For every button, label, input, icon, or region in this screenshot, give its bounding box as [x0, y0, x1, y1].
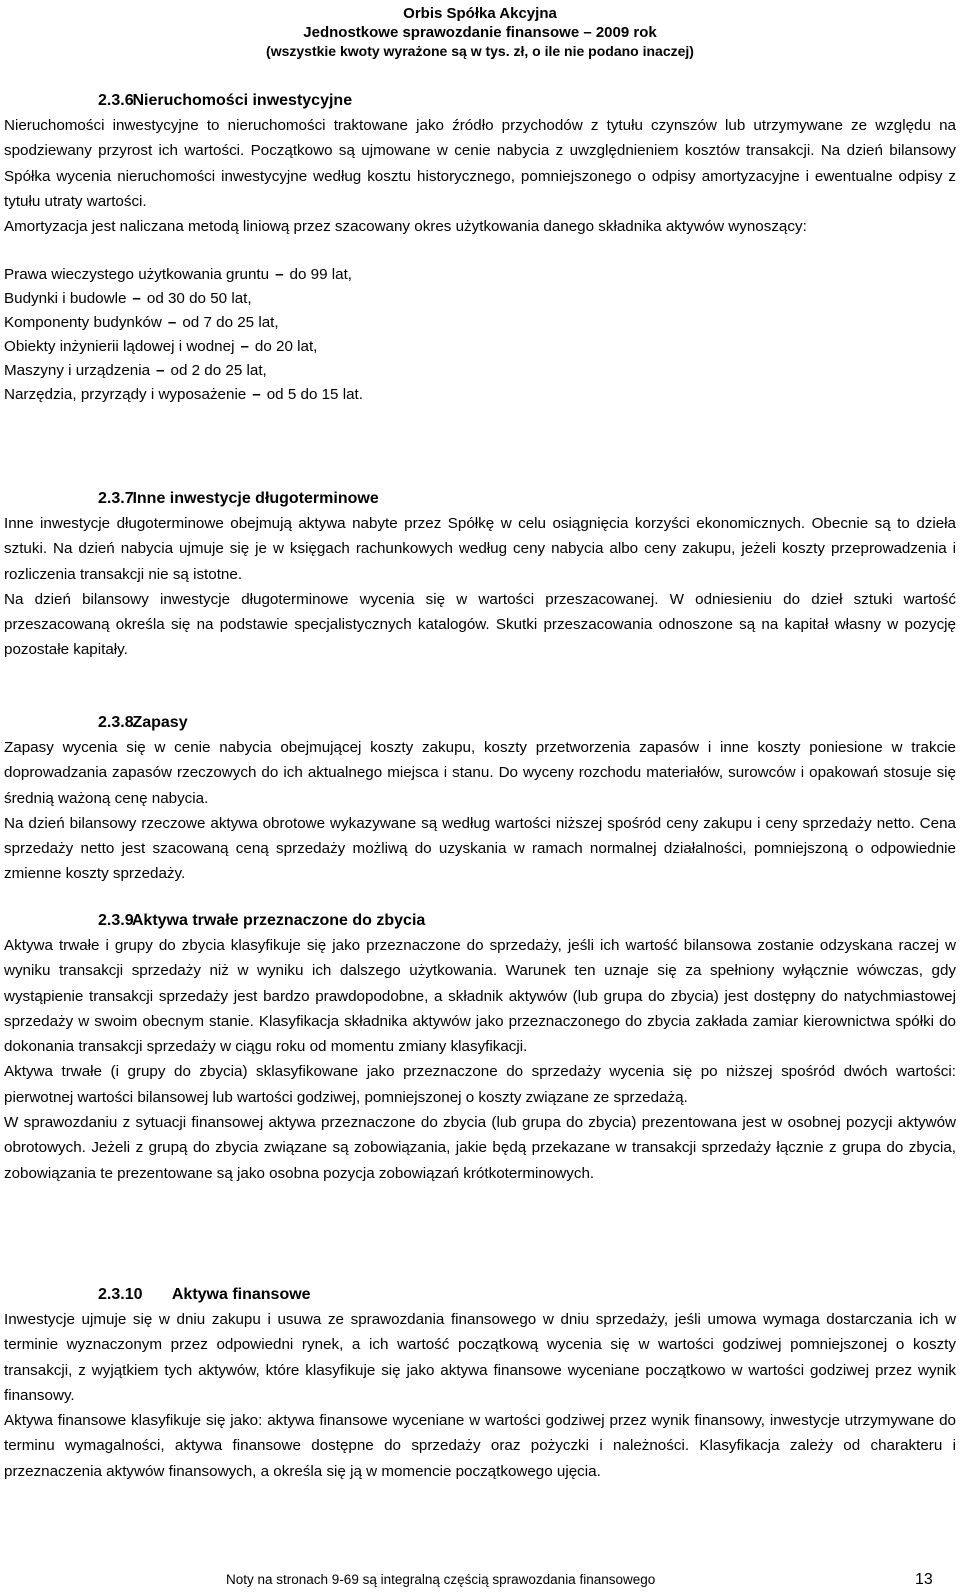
section-number: 2.3.9: [98, 912, 134, 929]
paragraph: Inne inwestycje długoterminowe obejmują aktywa nabyte przez Spółkę w celu osiągnięcia korzyści ekonomicznych. Obecnie są to dzieła sztuki. Na dzień nabycia ujmuje się je w księgach rachunkowych według ceny nabycia albo ceny zakupu, jeżeli koszty przeprowadzenia i rozliczenia transakcji nie są istotne.: [4, 515, 956, 583]
section-heading: [0, 1282, 960, 1307]
depreciation-list: [0, 263, 960, 407]
section-2-3-6: [0, 88, 960, 407]
section-title: Aktywa trwałe przeznaczone do zbycia: [131, 912, 426, 929]
section-title: Inne inwestycje długoterminowe: [132, 490, 379, 507]
page-number: 13: [915, 1571, 933, 1588]
currency-note: (wszystkie kwoty wyrażone są w tys. zł, o ile nie podano inaczej): [266, 43, 694, 59]
paragraph: Inwestycje ujmuje się w dniu zakupu i usuwa ze sprawozdania finansowego w dniu sprzedaży, jeśli umowa wymaga dostarczania ich w terminie wyznaczonym przez odpowiedni rynek, a ich wartość początkową wycenia się w wartości godziwej pomniejszonej o koszty transakcji, z wyjątkiem tych aktywów, które klasyfikuje się jako aktywa finansowe wyceniane początkowo w wartości godziwej przez wynik finansowy.: [4, 1311, 956, 1404]
footer-note: Noty na stronach 9-69 są integralną częścią sprawozdania finansowego: [226, 1572, 656, 1587]
section-heading: [0, 486, 960, 511]
paragraph: Nieruchomości inwestycyjne to nieruchomości traktowane jako źródło przychodów z tytułu czynszów lub utrzymywane ze względu na spodziewany przyrost ich wartości. Początkowo są ujmowane w cenie nabycia z uwzględnieniem kosztów transakcji. Na dzień bilansowy Spółka wycenia nieruchomości inwestycyjne według kosztu historycznego, pomniejszonego o odpisy amortyzacyjne i ewentualne odpisy z tytułu utraty wartości.: [4, 117, 956, 210]
section-number: 2.3.7: [98, 490, 134, 507]
section-2-3-10: [0, 1282, 960, 1484]
report-title: Jednostkowe sprawozdanie finansowe – 2009 rok: [303, 24, 657, 41]
section-2-3-9: [0, 908, 960, 1186]
paragraph: Zapasy wycenia się w cenie nabycia obejmującej koszty zakupu, koszty przetworzenia zapasów i inne koszty poniesione w trakcie doprowadzania zapasów rzeczowych do ich aktualnego miejsca i stanu. Do wyceny rozchodu materiałów, surowców i opakowań stosuje się średnią ważoną cenę nabycia.: [4, 739, 956, 807]
list-item: Maszyny i urządzenia – od 2 do 25 lat,: [4, 362, 267, 380]
section-heading: [0, 908, 960, 933]
section-number: 2.3.8: [98, 714, 134, 731]
list-item: Narzędzia, przyrządy i wyposażenie – od 5 do 15 lat.: [4, 386, 363, 404]
page-footer: [0, 1570, 960, 1596]
list-item: Obiekty inżynierii lądowej i wodnej – do 20 lat,: [4, 338, 318, 356]
section-number: 2.3.10: [98, 1286, 143, 1303]
section-heading: [0, 88, 960, 113]
paragraph: Na dzień bilansowy rzeczowe aktywa obrotowe wykazywane są według wartości niższej spośród ceny zakupu i ceny sprzedaży netto. Cena sprzedaży netto jest szacowaną ceną sprzedaży możliwą do uzyskania w ramach normalnej działalności, pomniejszoną o odpowiednie zmienne koszty sprzedaży.: [4, 814, 956, 883]
section-number: 2.3.6: [98, 92, 134, 109]
company-name: Orbis Spółka Akcyjna: [403, 5, 557, 22]
section-title: Zapasy: [132, 714, 188, 731]
section-heading: [0, 710, 960, 735]
paragraph: W sprawozdaniu z sytuacji finansowej aktywa przeznaczone do zbycia (lub grupa do zbycia) prezentowana jest w osobnej pozycji aktywów obrotowych. Jeżeli z grupą do zbycia związane są zobowiązania, jakie będą przekazane w transakcji sprzedaży łącznie z grupa do zbycia, zobowiązania te prezentowane są jako osobna pozycja zobowiązań krótkoterminowych.: [4, 1114, 956, 1182]
list-item: Budynki i budowle – od 30 do 50 lat,: [4, 290, 252, 308]
section-2-3-7: [0, 486, 960, 663]
paragraph: Aktywa finansowe klasyfikuje się jako: aktywa finansowe wyceniane w wartości godziwej przez wynik finansowy, inwestycje utrzymywane do terminu wymagalności, aktywa finansowe dostępne do sprzedaży oraz pożyczki i należności. Klasyfikacja zależy od charakteru i przeznaczenia aktywów finansowych, a określa się ją w momencie początkowego ujęcia.: [4, 1412, 956, 1480]
paragraph: Amortyzacja jest naliczana metodą liniową przez szacowany okres użytkowania danego składnika aktywów wynoszący:: [4, 218, 807, 236]
paragraph: Aktywa trwałe i grupy do zbycia klasyfikuje się jako przeznaczone do sprzedaży, jeśli ich wartość bilansowa zostanie odzyskana raczej w wyniku transakcji sprzedaży niż w wyniku ich dalszego użytkowania. Warunek ten uznaje się za spełniony wyłącznie wówczas, gdy wystąpienie transakcji sprzedaży jest bardzo prawdopodobne, a składnik aktywów (lub grupa do zbycia) jest dostępny do natychmiastowej sprzedaży w swoim obecnym stanie. Klasyfikacja składnika aktywów jako przeznaczonego do zbycia zakłada zamiar kierownictwa spółki do dokonania transakcji sprzedaży w ciągu roku od momentu zmiany klasyfikacji.: [4, 937, 956, 1056]
list-item: Prawa wieczystego użytkowania gruntu – do 99 lat,: [4, 266, 353, 284]
list-item: Komponenty budynków – od 7 do 25 lat,: [4, 314, 279, 332]
paragraph: Na dzień bilansowy inwestycje długoterminowe wycenia się w wartości przeszacowanej. W odniesieniu do dzieł sztuki wartość przeszacowaną określa się na podstawie specjalistycznych katalogów. Skutki przeszacowania odnoszone są na kapitał własny w pozycję pozostałe kapitały.: [4, 590, 956, 659]
paragraph: Aktywa trwałe (i grupy do zbycia) sklasyfikowane jako przeznaczone do sprzedaży wycenia się po niższej spośród dwóch wartości: pierwotnej wartości bilansowej lub wartości godziwej, pomniejszonej o koszty związane ze sprzedażą.: [4, 1063, 956, 1106]
section-title: Aktywa finansowe: [171, 1286, 311, 1303]
page-header: [0, 4, 960, 60]
section-title: Nieruchomości inwestycyjne: [132, 92, 353, 109]
section-2-3-8: [0, 710, 960, 887]
